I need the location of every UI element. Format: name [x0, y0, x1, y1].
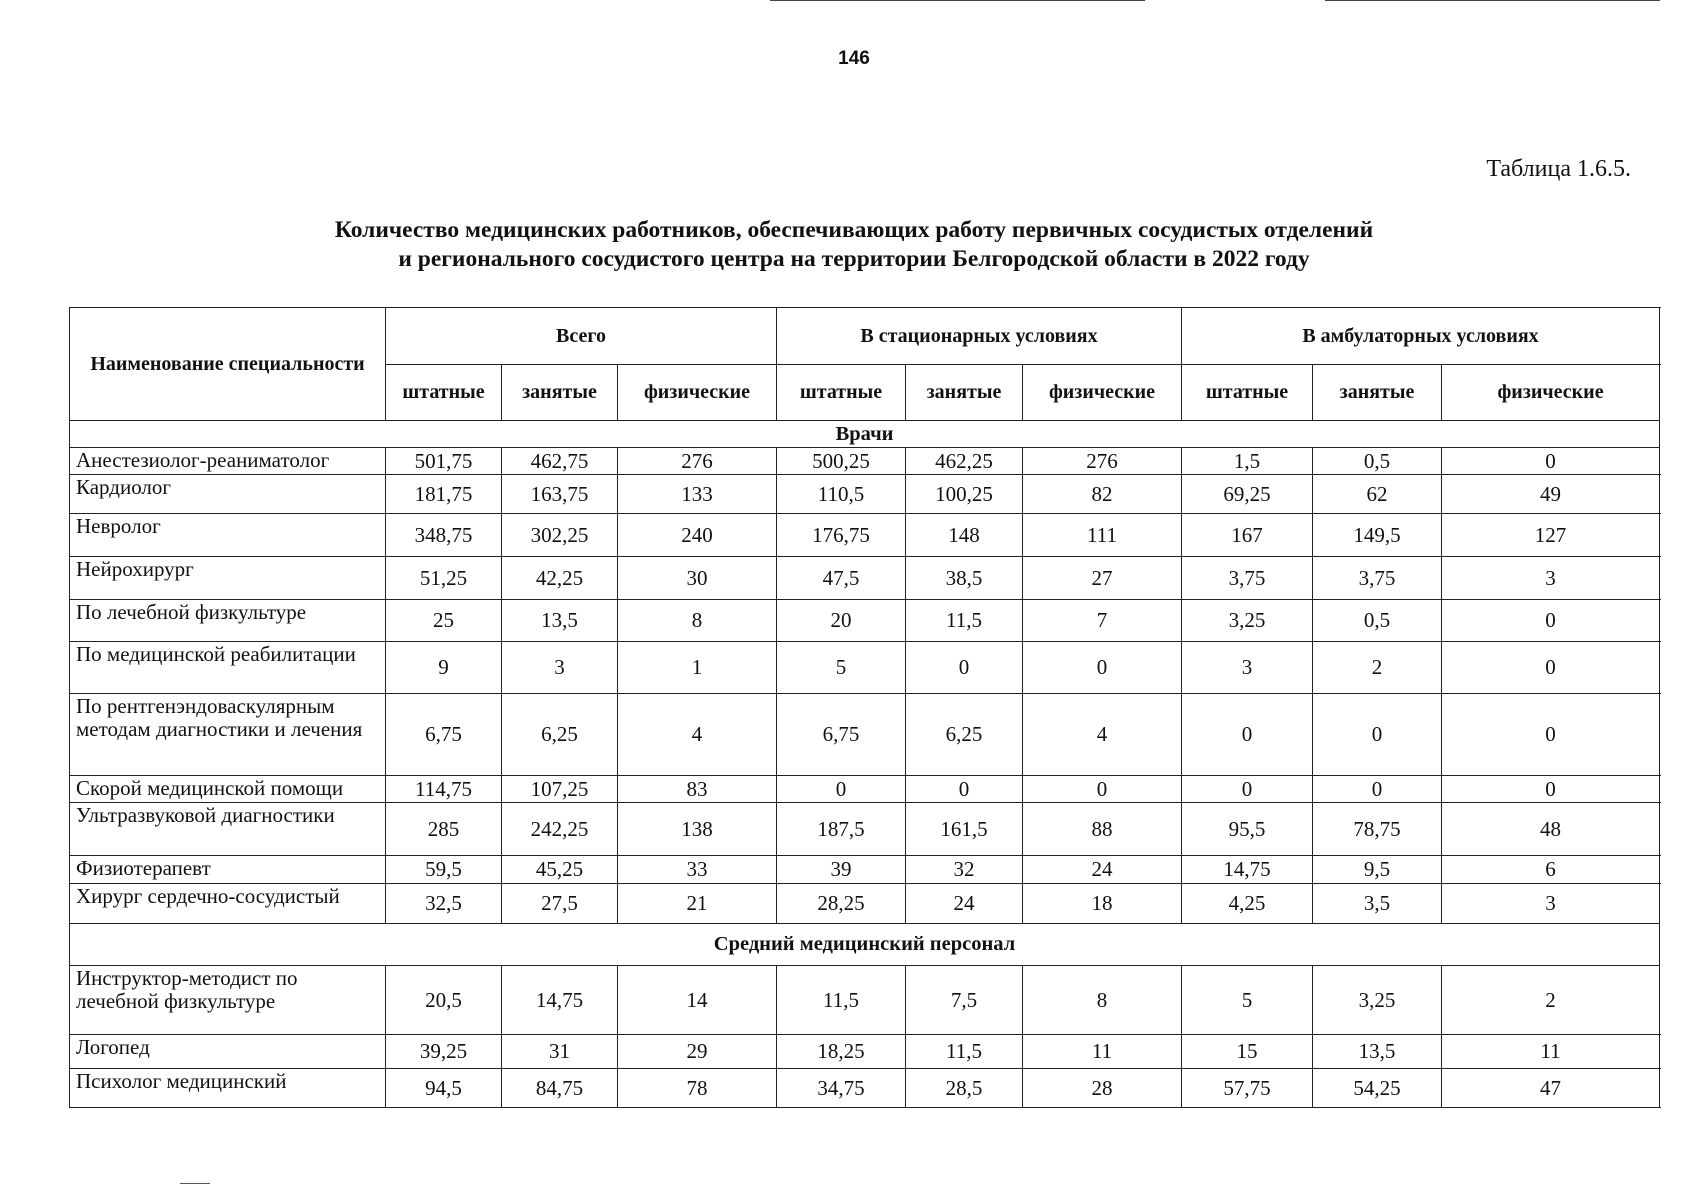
value-cell: 18,25 — [777, 1035, 906, 1069]
value-cell: 29 — [618, 1035, 777, 1069]
value-cell: 114,75 — [386, 776, 502, 803]
value-cell: 9 — [386, 642, 502, 694]
staff-table — [69, 307, 1660, 1108]
subheader-physical: физические — [1442, 365, 1660, 421]
value-cell: 27 — [1023, 557, 1182, 600]
value-cell: 111 — [1023, 514, 1182, 557]
subheader-staff: штатные — [777, 365, 906, 421]
value-cell: 54,25 — [1313, 1069, 1442, 1108]
table-row — [70, 448, 1660, 475]
value-cell: 1 — [618, 642, 777, 694]
table-row — [70, 776, 1660, 803]
value-cell: 94,5 — [386, 1069, 502, 1108]
group-header-inpatient: В стационарных условиях — [777, 308, 1182, 365]
table-title-line-1: Количество медицинских работников, обеспечивающих работу первичных сосудистых отделений — [334, 217, 1374, 243]
value-cell: 49 — [1442, 475, 1660, 514]
value-cell: 95,5 — [1182, 803, 1313, 856]
value-cell: 59,5 — [386, 856, 502, 884]
value-cell: 8 — [1023, 966, 1182, 1035]
value-cell: 1,5 — [1182, 448, 1313, 475]
value-cell: 20,5 — [386, 966, 502, 1035]
value-cell: 161,5 — [906, 803, 1023, 856]
specialty-name: Кардиолог — [70, 475, 386, 514]
section-row — [70, 924, 1660, 966]
value-cell: 138 — [618, 803, 777, 856]
group-header-total: Всего — [386, 308, 777, 365]
subheader-occupied: занятые — [906, 365, 1023, 421]
value-cell: 3 — [1442, 884, 1660, 924]
specialty-header: Наименование специальности — [70, 308, 386, 421]
value-cell: 7,5 — [906, 966, 1023, 1035]
specialty-name: Нейрохирург — [70, 557, 386, 600]
value-cell: 11,5 — [906, 1035, 1023, 1069]
value-cell: 14 — [618, 966, 777, 1035]
value-cell: 48 — [1442, 803, 1660, 856]
value-cell: 462,75 — [502, 448, 618, 475]
value-cell: 39,25 — [386, 1035, 502, 1069]
specialty-name: Невролог — [70, 514, 386, 557]
table-row — [70, 1069, 1660, 1108]
scan-mark — [180, 1183, 210, 1184]
table-row — [70, 475, 1660, 514]
value-cell: 163,75 — [502, 475, 618, 514]
value-cell: 83 — [618, 776, 777, 803]
value-cell: 3,5 — [1313, 884, 1442, 924]
value-cell: 0 — [1442, 642, 1660, 694]
table-row — [70, 884, 1660, 924]
value-cell: 3 — [502, 642, 618, 694]
value-cell: 5 — [777, 642, 906, 694]
table-row — [70, 514, 1660, 557]
value-cell: 5 — [1182, 966, 1313, 1035]
value-cell: 69,25 — [1182, 475, 1313, 514]
value-cell: 4 — [618, 694, 777, 776]
value-cell: 3 — [1182, 642, 1313, 694]
value-cell: 3,25 — [1313, 966, 1442, 1035]
specialty-name: Логопед — [70, 1035, 386, 1069]
value-cell: 82 — [1023, 475, 1182, 514]
value-cell: 0 — [1442, 694, 1660, 776]
value-cell: 0 — [1182, 694, 1313, 776]
value-cell: 13,5 — [502, 600, 618, 642]
value-cell: 0,5 — [1313, 448, 1442, 475]
table-body — [70, 421, 1660, 1108]
value-cell: 32 — [906, 856, 1023, 884]
scan-edge-line — [1325, 0, 1660, 1]
value-cell: 285 — [386, 803, 502, 856]
value-cell: 47,5 — [777, 557, 906, 600]
value-cell: 6,25 — [906, 694, 1023, 776]
value-cell: 0 — [1313, 776, 1442, 803]
value-cell: 276 — [1023, 448, 1182, 475]
table-label: Таблица 1.6.5. — [1486, 156, 1631, 182]
value-cell: 11,5 — [777, 966, 906, 1035]
value-cell: 0 — [1442, 600, 1660, 642]
value-cell: 38,5 — [906, 557, 1023, 600]
value-cell: 57,75 — [1182, 1069, 1313, 1108]
value-cell: 348,75 — [386, 514, 502, 557]
value-cell: 167 — [1182, 514, 1313, 557]
value-cell: 88 — [1023, 803, 1182, 856]
table-title-line-2: и регионального сосудистого центра на территории Белгородской области в 2022 году — [398, 246, 1310, 272]
value-cell: 176,75 — [777, 514, 906, 557]
value-cell: 6,75 — [386, 694, 502, 776]
specialty-name: По медицинской реабилитации — [70, 642, 386, 694]
value-cell: 15 — [1182, 1035, 1313, 1069]
specialty-name: Физиотерапевт — [70, 856, 386, 884]
value-cell: 462,25 — [906, 448, 1023, 475]
value-cell: 34,75 — [777, 1069, 906, 1108]
value-cell: 28,5 — [906, 1069, 1023, 1108]
subheader-occupied: занятые — [502, 365, 618, 421]
value-cell: 6,75 — [777, 694, 906, 776]
value-cell: 242,25 — [502, 803, 618, 856]
value-cell: 181,75 — [386, 475, 502, 514]
value-cell: 78,75 — [1313, 803, 1442, 856]
value-cell: 133 — [618, 475, 777, 514]
value-cell: 0 — [906, 776, 1023, 803]
subheader-physical: физические — [618, 365, 777, 421]
section-row — [70, 421, 1660, 448]
table-row — [70, 803, 1660, 856]
value-cell: 127 — [1442, 514, 1660, 557]
value-cell: 110,5 — [777, 475, 906, 514]
value-cell: 45,25 — [502, 856, 618, 884]
table-row — [70, 856, 1660, 884]
value-cell: 0 — [1442, 776, 1660, 803]
value-cell: 3,25 — [1182, 600, 1313, 642]
value-cell: 62 — [1313, 475, 1442, 514]
value-cell: 27,5 — [502, 884, 618, 924]
group-header-outpatient: В амбулаторных условиях — [1182, 308, 1660, 365]
subheader-physical: физические — [1023, 365, 1182, 421]
specialty-name: Скорой медицинской помощи — [70, 776, 386, 803]
value-cell: 4,25 — [1182, 884, 1313, 924]
table-row — [70, 694, 1660, 776]
value-cell: 28 — [1023, 1069, 1182, 1108]
value-cell: 8 — [618, 600, 777, 642]
table-row — [70, 557, 1660, 600]
value-cell: 0 — [1442, 448, 1660, 475]
value-cell: 24 — [1023, 856, 1182, 884]
specialty-name: Хирург сердечно-сосудистый — [70, 884, 386, 924]
table-row — [70, 1035, 1660, 1069]
value-cell: 7 — [1023, 600, 1182, 642]
specialty-name: По рентгенэндоваскулярным методам диагностики и лечения — [70, 694, 386, 776]
value-cell: 24 — [906, 884, 1023, 924]
value-cell: 33 — [618, 856, 777, 884]
value-cell: 148 — [906, 514, 1023, 557]
value-cell: 84,75 — [502, 1069, 618, 1108]
value-cell: 3 — [1442, 557, 1660, 600]
subheader-staff: штатные — [1182, 365, 1313, 421]
value-cell: 20 — [777, 600, 906, 642]
value-cell: 501,75 — [386, 448, 502, 475]
value-cell: 0 — [1313, 694, 1442, 776]
specialty-name: Анестезиолог-реаниматолог — [70, 448, 386, 475]
value-cell: 0 — [1182, 776, 1313, 803]
value-cell: 500,25 — [777, 448, 906, 475]
value-cell: 14,75 — [502, 966, 618, 1035]
value-cell: 11 — [1023, 1035, 1182, 1069]
value-cell: 0 — [906, 642, 1023, 694]
value-cell: 31 — [502, 1035, 618, 1069]
specialty-name: Инструктор-методист по лечебной физкультуре — [70, 966, 386, 1035]
value-cell: 9,5 — [1313, 856, 1442, 884]
value-cell: 0 — [777, 776, 906, 803]
value-cell: 39 — [777, 856, 906, 884]
value-cell: 240 — [618, 514, 777, 557]
table-row — [70, 600, 1660, 642]
section-title: Врачи — [70, 421, 1660, 448]
value-cell: 6,25 — [502, 694, 618, 776]
scan-edge-line — [770, 0, 1145, 1]
specialty-name: Психолог медицинский — [70, 1069, 386, 1108]
value-cell: 18 — [1023, 884, 1182, 924]
value-cell: 11 — [1442, 1035, 1660, 1069]
value-cell: 6 — [1442, 856, 1660, 884]
value-cell: 78 — [618, 1069, 777, 1108]
value-cell: 47 — [1442, 1069, 1660, 1108]
value-cell: 0 — [1023, 776, 1182, 803]
section-title: Средний медицинский персонал — [70, 924, 1660, 966]
value-cell: 13,5 — [1313, 1035, 1442, 1069]
value-cell: 100,25 — [906, 475, 1023, 514]
value-cell: 2 — [1442, 966, 1660, 1035]
value-cell: 2 — [1313, 642, 1442, 694]
value-cell: 4 — [1023, 694, 1182, 776]
value-cell: 0 — [1023, 642, 1182, 694]
value-cell: 276 — [618, 448, 777, 475]
table-row — [70, 966, 1660, 1035]
value-cell: 30 — [618, 557, 777, 600]
value-cell: 3,75 — [1313, 557, 1442, 600]
value-cell: 28,25 — [777, 884, 906, 924]
value-cell: 187,5 — [777, 803, 906, 856]
value-cell: 11,5 — [906, 600, 1023, 642]
page-number: 146 — [838, 48, 870, 69]
subheader-staff: штатные — [386, 365, 502, 421]
value-cell: 302,25 — [502, 514, 618, 557]
table-title — [0, 216, 1708, 274]
table-row — [70, 642, 1660, 694]
value-cell: 14,75 — [1182, 856, 1313, 884]
value-cell: 32,5 — [386, 884, 502, 924]
specialty-name: Ультразвуковой диагностики — [70, 803, 386, 856]
value-cell: 0,5 — [1313, 600, 1442, 642]
value-cell: 25 — [386, 600, 502, 642]
value-cell: 107,25 — [502, 776, 618, 803]
specialty-name: По лечебной физкультуре — [70, 600, 386, 642]
subheader-occupied: занятые — [1313, 365, 1442, 421]
value-cell: 51,25 — [386, 557, 502, 600]
value-cell: 3,75 — [1182, 557, 1313, 600]
value-cell: 42,25 — [502, 557, 618, 600]
value-cell: 21 — [618, 884, 777, 924]
value-cell: 149,5 — [1313, 514, 1442, 557]
